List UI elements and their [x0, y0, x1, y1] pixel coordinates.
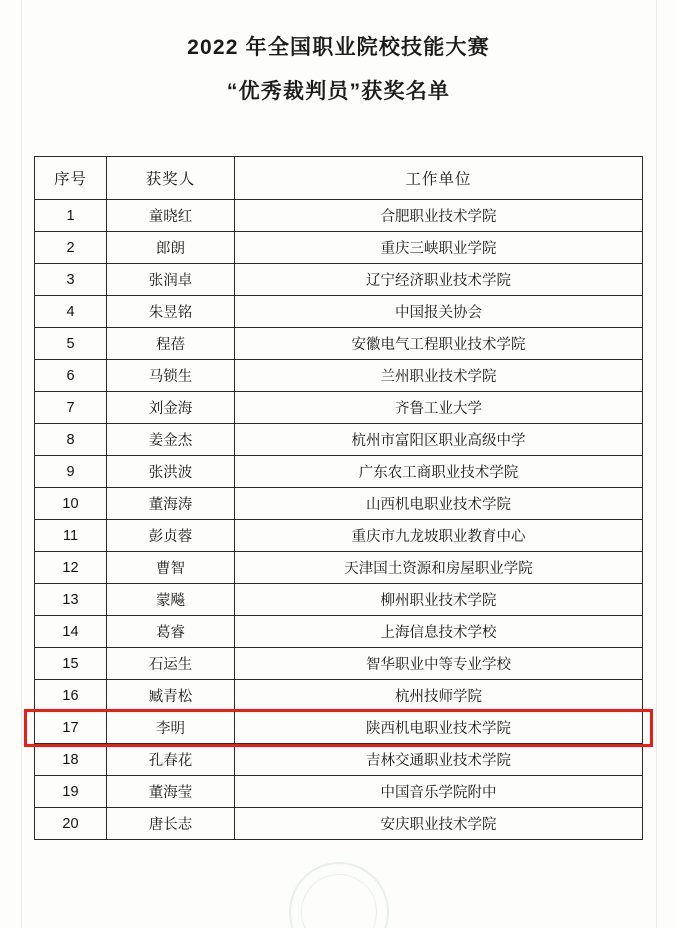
page-title-line-1: 2022 年全国职业院校技能大赛 — [187, 36, 490, 59]
cell-name: 董海莹 — [107, 776, 235, 808]
document-title-block — [0, 0, 677, 112]
cell-index: 15 — [35, 648, 107, 680]
cell-index: 6 — [35, 360, 107, 392]
cell-org: 柳州职业技术学院 — [235, 584, 643, 616]
award-table-container — [34, 156, 643, 840]
column-header-index: 序号 — [35, 157, 107, 200]
cell-name: 童晓红 — [107, 200, 235, 232]
cell-index: 13 — [35, 584, 107, 616]
table-row — [35, 808, 643, 840]
table-row — [35, 552, 643, 584]
cell-name: 张润卓 — [107, 264, 235, 296]
table-row — [35, 680, 643, 712]
cell-org: 重庆市九龙坡职业教育中心 — [235, 520, 643, 552]
table-row — [35, 776, 643, 808]
cell-index: 11 — [35, 520, 107, 552]
cell-org: 杭州技师学院 — [235, 680, 643, 712]
cell-name: 石运生 — [107, 648, 235, 680]
cell-name: 李明 — [107, 712, 235, 744]
cell-name: 臧青松 — [107, 680, 235, 712]
cell-name: 孔春花 — [107, 744, 235, 776]
cell-name: 葛睿 — [107, 616, 235, 648]
cell-name: 蒙飚 — [107, 584, 235, 616]
cell-org: 中国报关协会 — [235, 296, 643, 328]
table-row — [35, 456, 643, 488]
cell-org: 杭州市富阳区职业高级中学 — [235, 424, 643, 456]
cell-index: 10 — [35, 488, 107, 520]
cell-index: 19 — [35, 776, 107, 808]
table-row — [35, 744, 643, 776]
cell-name: 朱昱铭 — [107, 296, 235, 328]
cell-index: 4 — [35, 296, 107, 328]
cell-name: 姜金杰 — [107, 424, 235, 456]
cell-org: 辽宁经济职业技术学院 — [235, 264, 643, 296]
column-header-name: 获奖人 — [107, 157, 235, 200]
cell-org: 陕西机电职业技术学院 — [235, 712, 643, 744]
cell-name: 马锁生 — [107, 360, 235, 392]
page-guide-right — [656, 0, 657, 928]
column-header-org: 工作单位 — [235, 157, 643, 200]
cell-org: 上海信息技术学校 — [235, 616, 643, 648]
cell-name: 曹智 — [107, 552, 235, 584]
award-table-body — [35, 200, 643, 840]
cell-index: 16 — [35, 680, 107, 712]
table-row — [35, 296, 643, 328]
cell-index: 8 — [35, 424, 107, 456]
table-row — [35, 360, 643, 392]
page-guide-left — [21, 0, 22, 928]
cell-index: 3 — [35, 264, 107, 296]
cell-index: 18 — [35, 744, 107, 776]
cell-index: 20 — [35, 808, 107, 840]
table-row — [35, 648, 643, 680]
cell-name: 张洪波 — [107, 456, 235, 488]
cell-org: 中国音乐学院附中 — [235, 776, 643, 808]
table-row — [35, 232, 643, 264]
cell-index: 1 — [35, 200, 107, 232]
cell-index: 9 — [35, 456, 107, 488]
cell-index: 14 — [35, 616, 107, 648]
cell-org: 智华职业中等专业学校 — [235, 648, 643, 680]
table-row — [35, 520, 643, 552]
cell-name: 董海涛 — [107, 488, 235, 520]
cell-org: 广东农工商职业技术学院 — [235, 456, 643, 488]
award-table-head — [35, 157, 643, 200]
cell-org: 兰州职业技术学院 — [235, 360, 643, 392]
cell-index: 7 — [35, 392, 107, 424]
table-row — [35, 584, 643, 616]
cell-org: 合肥职业技术学院 — [235, 200, 643, 232]
cell-name: 刘金海 — [107, 392, 235, 424]
cell-org: 安徽电气工程职业技术学院 — [235, 328, 643, 360]
cell-org: 吉林交通职业技术学院 — [235, 744, 643, 776]
award-table — [34, 156, 643, 840]
table-row — [35, 616, 643, 648]
table-row — [35, 200, 643, 232]
cell-name: 彭贞蓉 — [107, 520, 235, 552]
cell-name: 程蓓 — [107, 328, 235, 360]
cell-name: 郎朗 — [107, 232, 235, 264]
cell-index: 12 — [35, 552, 107, 584]
table-row — [35, 264, 643, 296]
table-row — [35, 328, 643, 360]
cell-org: 重庆三峡职业学院 — [235, 232, 643, 264]
cell-org: 安庆职业技术学院 — [235, 808, 643, 840]
table-row — [35, 424, 643, 456]
seal-watermark-icon — [289, 862, 389, 928]
cell-org: 天津国土资源和房屋职业学院 — [235, 552, 643, 584]
cell-org: 齐鲁工业大学 — [235, 392, 643, 424]
cell-index: 5 — [35, 328, 107, 360]
cell-org: 山西机电职业技术学院 — [235, 488, 643, 520]
table-row — [35, 392, 643, 424]
cell-name: 唐长志 — [107, 808, 235, 840]
cell-index: 17 — [35, 712, 107, 744]
table-header-row — [35, 157, 643, 200]
table-row — [35, 488, 643, 520]
page-title-line-2: “优秀裁判员”获奖名单 — [226, 80, 451, 103]
cell-index: 2 — [35, 232, 107, 264]
table-row — [35, 712, 643, 744]
